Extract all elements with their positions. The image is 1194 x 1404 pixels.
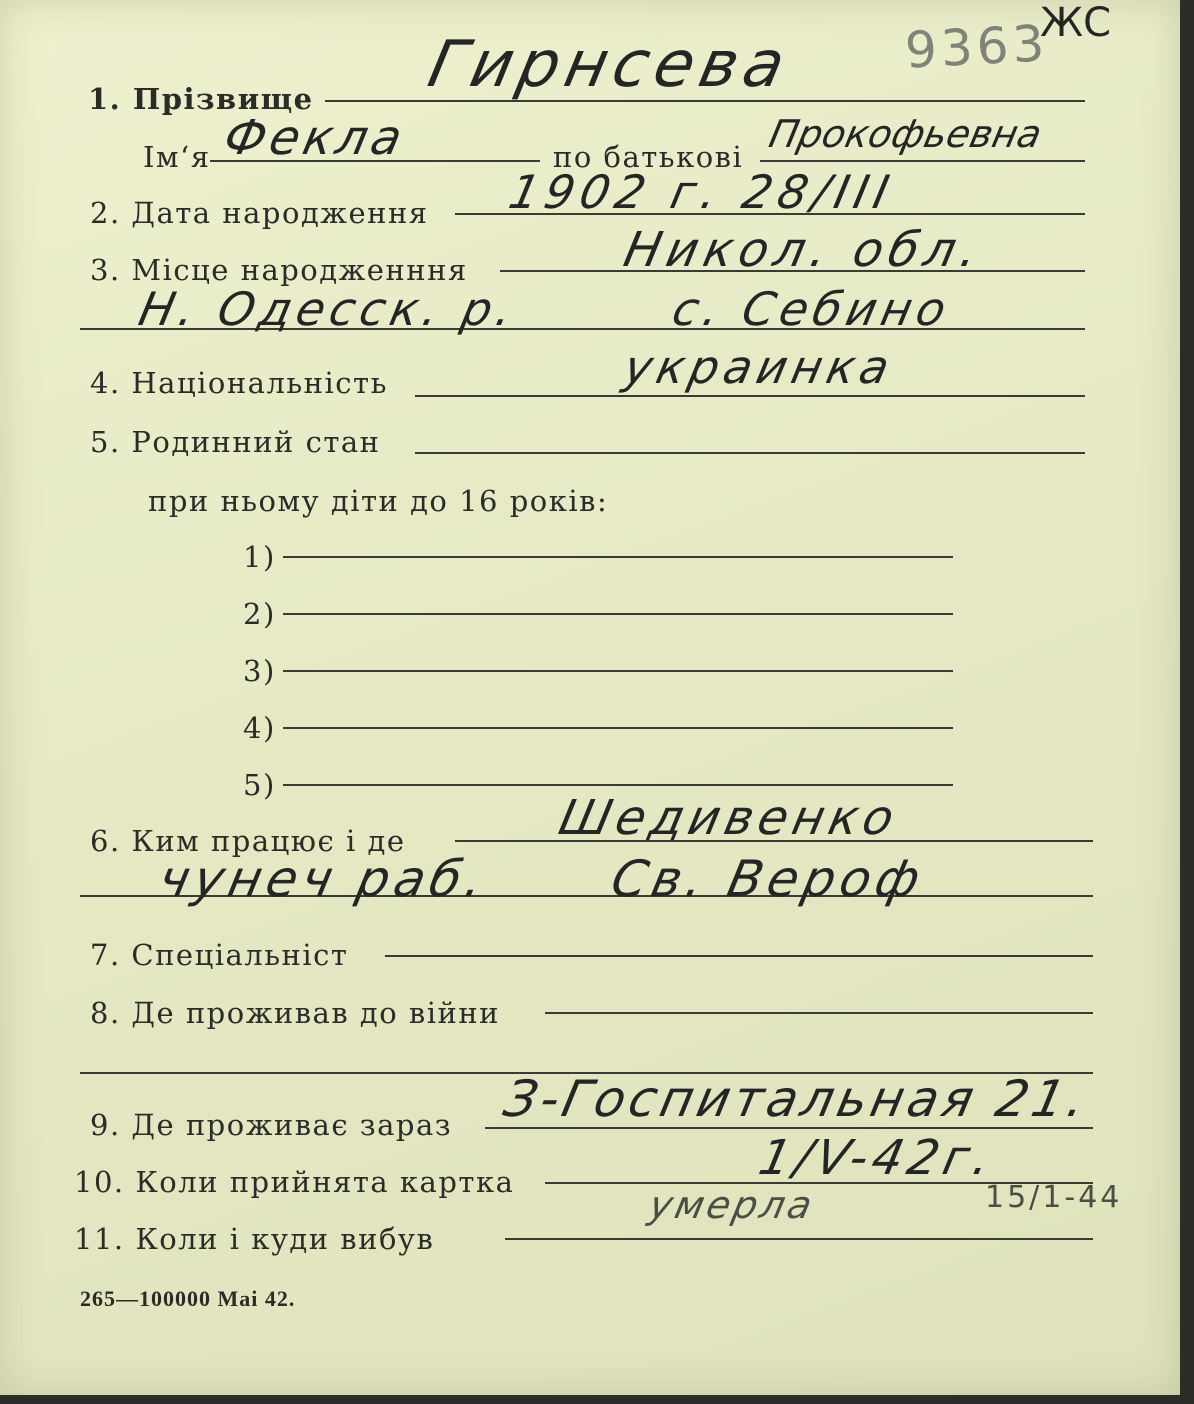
child-2-line	[283, 613, 953, 615]
child-3-label: 3)	[243, 654, 276, 688]
specialty-line	[385, 955, 1093, 957]
work-value-2: чунеч раб. Св. Вероф	[153, 850, 930, 908]
prewar-label: 8. Де проживав до війни	[90, 996, 500, 1030]
surname-label: 1. Прізвище	[88, 82, 314, 116]
birthdate-value: 1902 г. 28/III	[504, 165, 900, 219]
prewar-line-1	[545, 1012, 1093, 1014]
name-label: Ім‘я	[143, 140, 211, 174]
child-2-label: 2)	[243, 597, 276, 631]
surname-value: Гирнсева	[422, 28, 798, 102]
work-value-1: Шедивенко	[554, 790, 904, 846]
child-4-line	[283, 727, 953, 729]
patronymic-value: Прокофьевна	[765, 112, 1046, 156]
departed-label: 11. Коли і куди вибув	[74, 1222, 435, 1256]
departed-line	[505, 1238, 1093, 1240]
child-4-label: 4)	[243, 711, 276, 745]
print-code: 265—100000 Mai 42.	[80, 1286, 296, 1311]
child-1-label: 1)	[243, 540, 276, 574]
nationality-label: 4. Національність	[90, 366, 388, 400]
registration-suffix: ЖС	[1040, 0, 1112, 46]
marital-label: 5. Родинний стан	[90, 425, 381, 459]
work-label: 6. Ким працює і де	[90, 824, 406, 858]
specialty-label: 7. Спеціальніст	[90, 938, 349, 972]
departed-date: 15/1-44	[985, 1180, 1123, 1215]
child-5-label: 5)	[243, 768, 276, 802]
nationality-value: украинка	[619, 340, 900, 394]
child-3-line	[283, 670, 953, 672]
patronymic-line	[760, 160, 1085, 162]
registration-number: 9363	[903, 14, 1050, 80]
child-5-line	[283, 784, 953, 786]
name-value: Фекла	[219, 110, 411, 166]
current-label: 9. Де проживає зараз	[90, 1108, 453, 1142]
child-1-line	[283, 556, 953, 558]
birthplace-value-2: Н. Одесск. р. с. Себино	[134, 282, 956, 336]
patronymic-label: по батькові	[553, 140, 744, 174]
birthdate-label: 2. Дата народження	[90, 196, 429, 230]
departed-value: умерла	[645, 1183, 819, 1227]
birthplace-value-1: Никол. обл.	[619, 222, 989, 278]
birthplace-label: 3. Місце народженння	[90, 253, 468, 287]
accepted-label: 10. Коли прийнята картка	[74, 1165, 515, 1199]
current-value: З-Госпитальная 21.	[498, 1070, 1095, 1128]
marital-line	[415, 452, 1085, 454]
accepted-value: 1/V-42г.	[754, 1130, 1001, 1186]
nationality-line	[415, 395, 1085, 397]
children-label: при ньому діти до 16 років:	[148, 484, 609, 518]
